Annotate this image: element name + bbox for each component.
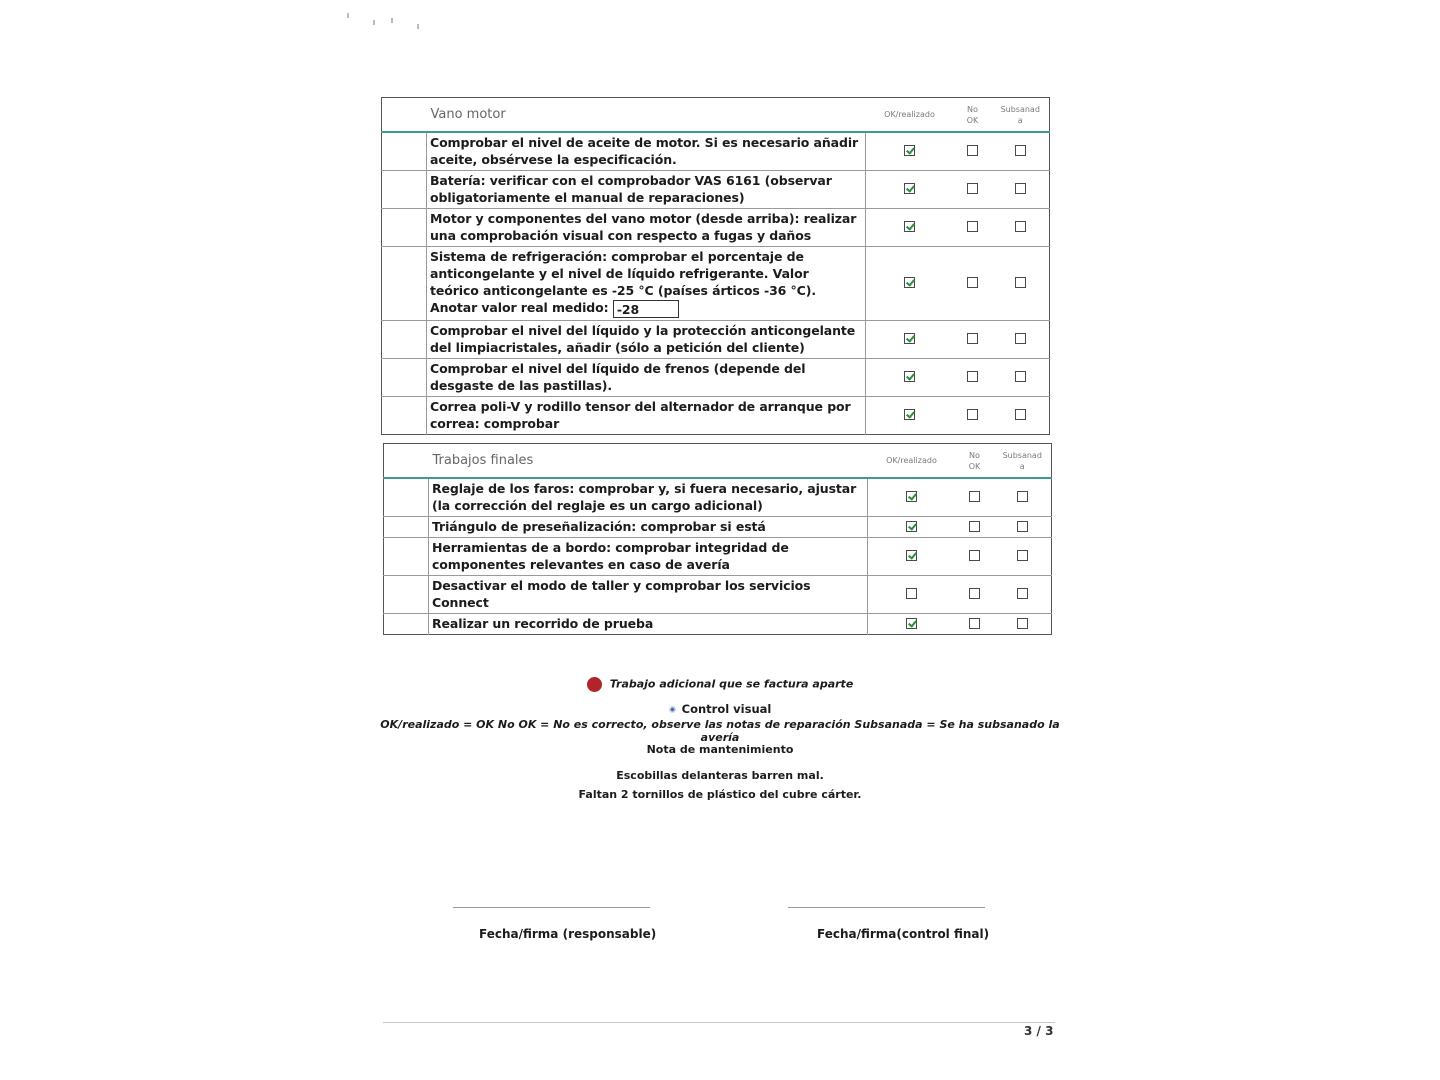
checklist-row xyxy=(382,247,1050,321)
checkbox-cell-ok xyxy=(866,247,954,321)
column-header-not-ok: No OK xyxy=(956,444,994,479)
task-description xyxy=(429,614,868,635)
row-margin-cell xyxy=(384,538,429,576)
task-text: Motor y componentes del vano motor (desde arriba): realizar una comprobación visual con respecto a fugas y daños xyxy=(430,211,857,243)
task-text: Herramientas de a bordo: comprobar integridad de componentes relevantes en caso de avería xyxy=(432,540,789,572)
checkbox-cell-ok xyxy=(866,209,954,247)
row-margin-cell xyxy=(382,132,427,171)
task-text: Reglaje de los faros: comprobar y, si fuera necesario, ajustar (la corrección del reglaje es un cargo adicional) xyxy=(432,481,857,513)
task-description xyxy=(427,320,866,358)
checkbox-ok[interactable] xyxy=(904,277,915,288)
checklist-row xyxy=(382,358,1050,396)
maintenance-note-line: Escobillas delanteras barren mal. xyxy=(616,769,824,782)
task-description xyxy=(427,396,866,434)
checkbox-cell-not-ok xyxy=(954,171,992,209)
task-text: Desactivar el modo de taller y comprobar los servicios Connect xyxy=(432,578,811,610)
checkbox-fixed[interactable] xyxy=(1015,409,1026,420)
checklist-row xyxy=(384,614,1052,635)
row-margin-cell xyxy=(382,396,427,434)
checkbox-cell-ok xyxy=(866,132,954,171)
checkbox-ok[interactable] xyxy=(904,371,915,382)
checkbox-cell-fixed xyxy=(992,132,1050,171)
checkbox-not-ok[interactable] xyxy=(967,409,978,420)
checkbox-ok[interactable] xyxy=(906,550,917,561)
checkbox-cell-fixed xyxy=(994,614,1052,635)
signature-label-final-control: Fecha/firma(control final) xyxy=(817,927,990,941)
checkbox-ok[interactable] xyxy=(904,145,915,156)
task-description xyxy=(427,171,866,209)
checkbox-cell-ok xyxy=(868,614,956,635)
footer-divider xyxy=(383,1022,1055,1023)
row-margin-cell xyxy=(382,209,427,247)
checkbox-cell-not-ok xyxy=(954,132,992,171)
checkbox-fixed[interactable] xyxy=(1015,277,1026,288)
task-text: Correa poli-V y rodillo tensor del alternador de arranque por correa: comprobar xyxy=(430,398,851,431)
legend-explanation: OK/realizado = OK No OK = No es correcto, observe las notas de reparación Subsanada = Se ha subsanado la avería xyxy=(380,718,1060,744)
task-description xyxy=(429,517,868,538)
checkbox-cell-not-ok xyxy=(956,614,994,635)
task-text: Realizar un recorrido de prueba xyxy=(432,616,654,631)
checkbox-cell-fixed xyxy=(994,517,1052,538)
checkbox-ok[interactable] xyxy=(906,491,917,502)
task-description xyxy=(429,478,868,517)
column-header-ok: OK/realizado xyxy=(866,98,954,133)
checkbox-fixed[interactable] xyxy=(1015,183,1026,194)
checkbox-cell-ok xyxy=(866,358,954,396)
checkbox-cell-fixed xyxy=(992,209,1050,247)
checkbox-cell-not-ok xyxy=(956,576,994,614)
checklist-row xyxy=(382,209,1050,247)
row-margin-cell xyxy=(382,358,427,396)
checklist-row xyxy=(384,538,1052,576)
checkbox-ok[interactable] xyxy=(906,618,917,629)
checkbox-cell-fixed xyxy=(994,576,1052,614)
checkbox-cell-ok xyxy=(868,478,956,517)
checkbox-cell-ok xyxy=(868,538,956,576)
maintenance-note-line: Faltan 2 tornillos de plástico del cubre cárter. xyxy=(578,788,862,801)
checkbox-not-ok[interactable] xyxy=(967,277,978,288)
task-text: Comprobar el nivel del líquido y la protección anticongelante del limpiacristales, añadir (sólo a petición del cliente) xyxy=(430,322,856,355)
column-header-ok: OK/realizado xyxy=(868,444,956,479)
checkbox-not-ok[interactable] xyxy=(969,618,980,629)
task-text: Batería: verificar con el comprobador VAS 6161 (observar obligatoriamente el manual de reparaciones) xyxy=(430,173,832,205)
checkbox-cell-fixed xyxy=(994,478,1052,517)
task-text: Comprobar el nivel de aceite de motor. Si es necesario añadir aceite, obsérvese la especificación. xyxy=(430,135,859,167)
checklist-row xyxy=(384,478,1052,517)
checkbox-cell-fixed xyxy=(992,396,1050,434)
checkbox-fixed[interactable] xyxy=(1015,221,1026,232)
checklist-table-trabajos-finales xyxy=(383,443,1052,635)
task-description xyxy=(429,538,868,576)
checkbox-cell-not-ok xyxy=(954,396,992,434)
row-margin-cell xyxy=(382,171,427,209)
row-margin-cell xyxy=(384,614,429,635)
checkbox-fixed[interactable] xyxy=(1017,588,1028,599)
row-margin-cell xyxy=(382,320,427,358)
signature-label-responsible: Fecha/firma (responsable) xyxy=(479,927,657,941)
checklist-row xyxy=(382,132,1050,171)
row-margin-cell xyxy=(382,247,427,321)
section-title: Trabajos finales xyxy=(429,444,868,479)
measured-value-field[interactable]: -28 xyxy=(613,300,679,318)
section-title: Vano motor xyxy=(427,98,866,133)
task-text: Sistema de refrigeración: comprobar el porcentaje de anticongelante y el nivel de líquido refrigerante. Valor teórico anticongelante es -25 °C (países árticos -36 °C). Anotar valor real medido: xyxy=(430,249,817,315)
checkbox-not-ok[interactable] xyxy=(969,588,980,599)
checkbox-fixed[interactable] xyxy=(1017,521,1028,532)
checkbox-cell-not-ok xyxy=(956,478,994,517)
checkbox-ok[interactable] xyxy=(904,333,915,344)
checklist-row xyxy=(384,517,1052,538)
task-text: Comprobar el nivel del líquido de frenos (depende del desgaste de las pastillas). xyxy=(430,360,806,393)
checkbox-cell-fixed xyxy=(992,247,1050,321)
checkbox-fixed[interactable] xyxy=(1015,333,1026,344)
checkbox-cell-ok xyxy=(868,576,956,614)
checkbox-cell-fixed xyxy=(994,538,1052,576)
task-text: Triángulo de preseñalización: comprobar si está xyxy=(432,519,766,534)
checkbox-cell-not-ok xyxy=(956,538,994,576)
task-description xyxy=(427,209,866,247)
checkbox-ok[interactable] xyxy=(906,588,917,599)
checkbox-cell-not-ok xyxy=(956,517,994,538)
row-margin-cell xyxy=(384,576,429,614)
checkbox-cell-ok xyxy=(866,396,954,434)
checklist-row xyxy=(382,396,1050,434)
checkbox-ok[interactable] xyxy=(904,183,915,194)
checkbox-fixed[interactable] xyxy=(1017,491,1028,502)
red-dot-icon xyxy=(587,677,602,692)
checkbox-ok[interactable] xyxy=(904,409,915,420)
checkbox-cell-fixed xyxy=(992,320,1050,358)
task-description xyxy=(427,132,866,171)
checkbox-cell-ok xyxy=(866,320,954,358)
checkbox-ok[interactable] xyxy=(906,521,917,532)
checkbox-cell-ok xyxy=(868,517,956,538)
column-header-fixed: Subsanad a xyxy=(994,444,1052,479)
checkbox-not-ok[interactable] xyxy=(969,491,980,502)
checkbox-not-ok[interactable] xyxy=(969,550,980,561)
checklist-row xyxy=(382,171,1050,209)
checkbox-cell-not-ok xyxy=(954,209,992,247)
page-number: 3 / 3 xyxy=(1024,1024,1054,1038)
task-description xyxy=(429,576,868,614)
checkbox-fixed[interactable] xyxy=(1017,550,1028,561)
checkbox-cell-not-ok xyxy=(954,247,992,321)
legend-additional-work: Trabajo adicional que se factura aparte xyxy=(380,677,1060,692)
checklist-row xyxy=(382,320,1050,358)
visual-control-icon xyxy=(669,706,676,713)
row-margin-cell xyxy=(384,478,429,517)
checkbox-cell-fixed xyxy=(992,358,1050,396)
maintenance-note-title: Nota de mantenimiento xyxy=(646,743,794,756)
checkbox-fixed[interactable] xyxy=(1017,618,1028,629)
signature-line-final-control xyxy=(788,907,985,908)
checkbox-fixed[interactable] xyxy=(1015,145,1026,156)
checklist-table-vano-motor xyxy=(381,97,1050,435)
checkbox-not-ok[interactable] xyxy=(967,183,978,194)
checkbox-not-ok[interactable] xyxy=(967,145,978,156)
row-margin-cell xyxy=(384,517,429,538)
checkbox-not-ok[interactable] xyxy=(967,333,978,344)
checkbox-not-ok[interactable] xyxy=(967,371,978,382)
checkbox-ok[interactable] xyxy=(904,221,915,232)
checkbox-not-ok[interactable] xyxy=(969,521,980,532)
checklist-row xyxy=(384,576,1052,614)
column-header-fixed: Subsanad a xyxy=(992,98,1050,133)
task-description xyxy=(427,247,866,321)
legend-visual-control: Control visual xyxy=(380,702,1060,716)
checkbox-not-ok[interactable] xyxy=(967,221,978,232)
checkbox-cell-fixed xyxy=(992,171,1050,209)
task-description xyxy=(427,358,866,396)
checkbox-cell-not-ok xyxy=(954,320,992,358)
checkbox-fixed[interactable] xyxy=(1015,371,1026,382)
checkbox-cell-ok xyxy=(866,171,954,209)
column-header-not-ok: No OK xyxy=(954,98,992,133)
signature-line-responsible xyxy=(453,907,650,908)
checkbox-cell-not-ok xyxy=(954,358,992,396)
